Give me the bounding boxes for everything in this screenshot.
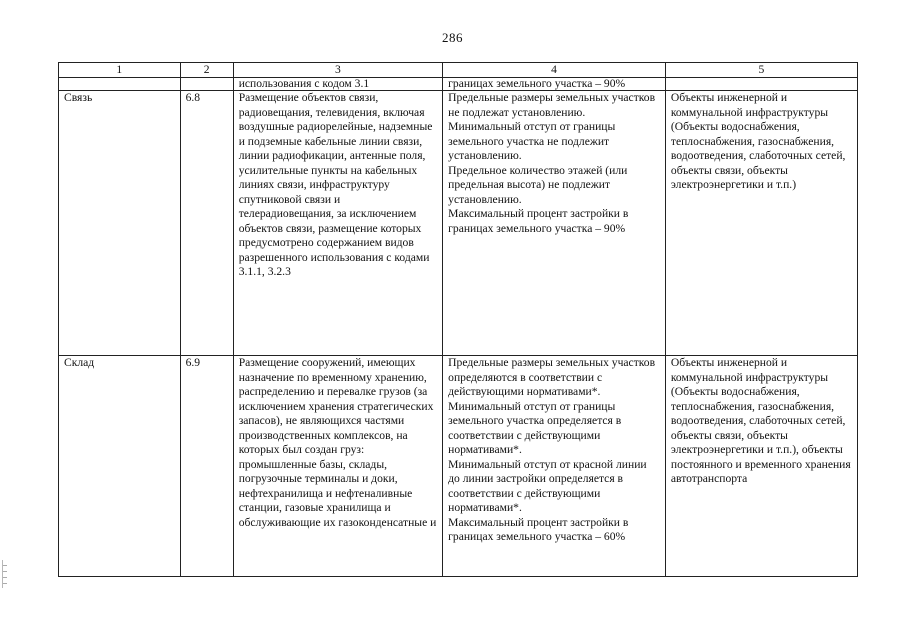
use-type-description: Размещение объектов связи, радиовещания, телевидения, включая воздушные радиорелейные, надземные и подземные кабельные линии связи, линии радиофикации, антенные поля, усилительные пункты на кабельных линиях связи, инфраструктуру спутниковой связи и телерадиовещания, за исключением объектов связи, размещение которых предусмотрено содержанием видов разрешенного использования с кодами 3.1.1, 3.2.3	[233, 91, 442, 356]
continuation-col1	[59, 78, 181, 91]
page-number: 286	[442, 30, 463, 45]
use-type-code: 6.9	[180, 356, 233, 577]
parameter-line: Максимальный процент застройки в границах земельного участка – 60%	[448, 515, 629, 543]
table-row	[59, 356, 858, 577]
column-number-2: 2	[180, 63, 233, 78]
column-number-4: 4	[443, 63, 666, 78]
column-number-1: 1	[59, 63, 181, 78]
parameter-line: Минимальный отступ от красной линии до линии застройки определяется в соответствии с действующими нормативами*.	[448, 457, 647, 514]
parameter-line: Максимальный процент застройки в границах земельного участка – 90%	[448, 207, 629, 235]
use-type-description: Размещение сооружений, имеющих назначение по временному хранению, распределению и перевалке грузов (за исключением хранения стратегических запасов), не являющихся частями производственных комплексов, на которых был создан груз: промышленные базы, склады, погрузочные терминалы и доки, нефтехранилища и нефтеналивные станции, газовые хранилища и обслуживающие их газоконденсатные и	[238, 356, 437, 529]
parameter-line: Предельные размеры земельных участков не подлежат установлению.	[448, 91, 656, 119]
parameter-line: Минимальный отступ от границы земельного участка не подлежит установлению.	[448, 120, 616, 162]
continuation-col2	[180, 78, 233, 91]
continuation-parameters: границах земельного участка – 90%	[443, 78, 666, 91]
column-number-3: 3	[233, 63, 442, 78]
header-row	[59, 63, 858, 78]
column-number-5: 5	[665, 63, 857, 78]
table-header	[59, 63, 858, 78]
continuation-description: использования с кодом 3.1	[233, 78, 442, 91]
use-type-parameters	[443, 91, 666, 356]
table-row	[59, 91, 858, 356]
use-type-code: 6.8	[180, 91, 233, 356]
use-type-description-cell	[233, 356, 442, 577]
use-type-name: Склад	[59, 356, 181, 577]
use-type-parameters	[443, 356, 666, 577]
auxiliary-uses: Объекты инженерной и коммунальной инфраструктуры (Объекты водоснабжения, теплоснабжения, газоснабжения, водоотведения, слаботочных сетей, объекты связи, объекты электроэнергетики и т.п.), объекты постоянного и временного хранения автотранспорта	[665, 356, 857, 577]
continuation-row	[59, 78, 858, 91]
scan-margin-mark	[2, 560, 8, 588]
parameter-line: Минимальный отступ от границы земельного участка определяется в соответствии с действующими нормативами*.	[448, 399, 622, 456]
continuation-col5	[665, 78, 857, 91]
parameter-line: Предельные размеры земельных участков определяются в соответствии с действующими нормативами*.	[448, 356, 656, 398]
use-type-name: Связь	[59, 91, 181, 356]
parameter-line: Предельное количество этажей (или предельная высота) не подлежит установлению.	[448, 163, 628, 206]
land-use-table	[58, 62, 858, 577]
auxiliary-uses: Объекты инженерной и коммунальной инфраструктуры (Объекты водоснабжения, теплоснабжения, газоснабжения, водоотведения, слаботочных сетей, объекты связи, объекты электроэнергетики и т.п.)	[665, 91, 857, 356]
